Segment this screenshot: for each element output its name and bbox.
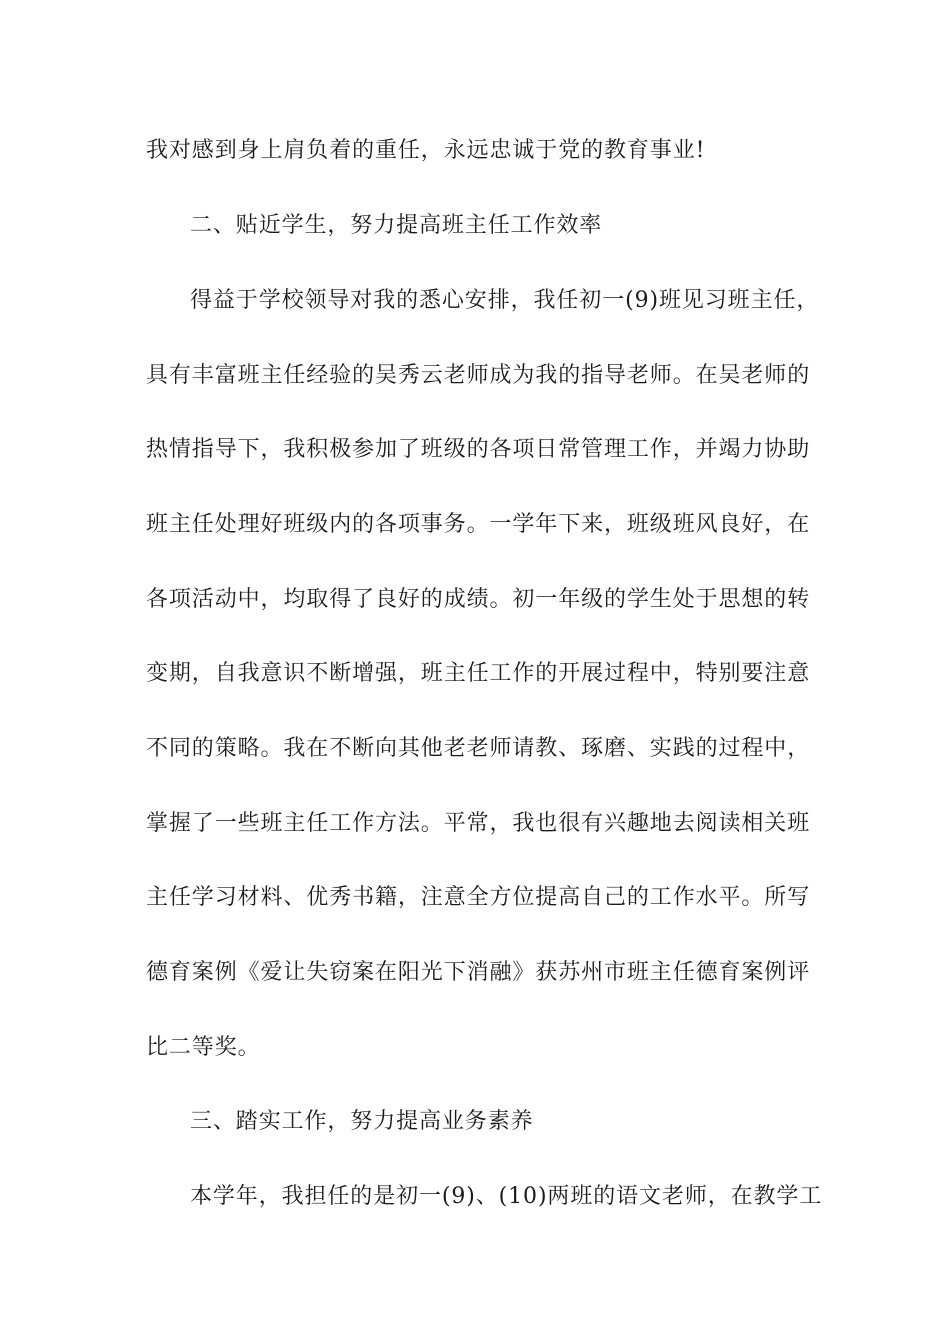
text-line: 比二等奖。 [146,1035,261,1060]
text-line: 得益于学校领导对我的悉心安排，我任初一(9)班见习班主任， [190,288,820,313]
text-line: 本学年，我担任的是初一(9)、(10)两班的语文老师，在教学工 [190,1184,823,1209]
text-line: 掌握了一些班主任工作方法。平常，我也很有兴趣地去阅读相关班 [146,811,811,836]
text-line: 各项活动中，均取得了良好的成绩。初一年级的学生处于思想的转 [146,587,811,612]
text-line: 我对感到身上肩负着的重任，永远忠诚于党的教育事业! [146,138,706,163]
text-line: 变期，自我意识不断增强，班主任工作的开展过程中，特别要注意 [146,661,811,686]
section-heading: 二、贴近学生，努力提高班主任工作效率 [190,213,603,238]
text-line: 热情指导下，我积极参加了班级的各项日常管理工作，并竭力协助 [146,437,811,462]
section-heading: 三、踏实工作，努力提高业务素养 [190,1109,534,1134]
text-line: 不同的策略。我在不断向其他老老师请教、琢磨、实践的过程中， [146,736,811,761]
text-line: 班主任处理好班级内的各项事务。一学年下来，班级班风良好，在 [146,512,811,537]
text-line: 主任学习材料、优秀书籍，注意全方位提高自己的工作水平。所写 [146,885,811,910]
text-line: 德育案例《爱让失窃案在阳光下消融》获苏州市班主任德育案例评 [146,960,811,985]
text-line: 具有丰富班主任经验的吴秀云老师成为我的指导老师。在吴老师的 [146,363,811,388]
